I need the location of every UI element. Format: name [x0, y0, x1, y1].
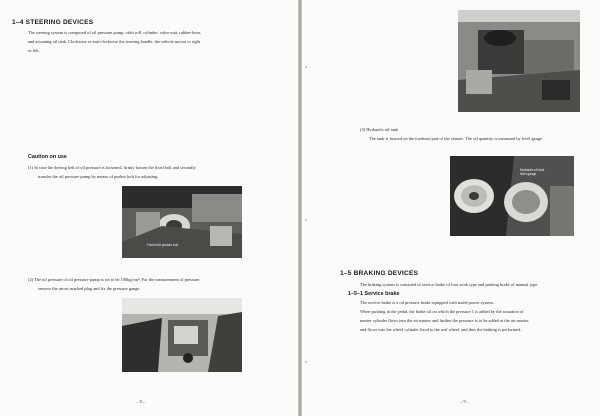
page-number-right: – 9 –: [460, 399, 470, 404]
steering-intro-line-3: or left.: [28, 48, 40, 53]
binding-hole: [305, 66, 307, 68]
caution-item-1-line-2: transfer the oil pressure pump by means of pushes bolt for adjusting.: [38, 174, 159, 179]
caution-item-2-line-2: remove the arrow marked plug and fix the pressure gauge.: [38, 286, 141, 291]
service-brake-heading: 1–5–1 Service brake: [348, 291, 400, 297]
caution-item-2-line-1: (2) The oil pressure of oil pressure pump is set to be 100kg/cm². For the measurement of pressure,: [28, 277, 201, 282]
braking-devices-heading: 1–5 BRAKING DEVICES: [340, 270, 419, 277]
binding-hole: [305, 361, 307, 363]
service-brake-line-3: master cylinder flows into the air master and further the pressure is to be added at the air master,: [360, 318, 530, 323]
caution-item-1-line-1: (1) In case the driving belt of oil pressure is loosened, firmly loosen the fixed bolt and secondly: [28, 165, 196, 170]
page-number-left: – 8 –: [136, 399, 146, 404]
level-gauge-caption: level gauge: [520, 172, 537, 176]
service-brake-line-1: The service brake is a oil pressure brake equipped with multi-power system.: [360, 300, 494, 305]
steering-intro-line-1: The steering system is composed of oil pressure pump, orbit roll, cylinder, valve unit, rubber-hose,: [28, 30, 202, 35]
left-page: [0, 0, 298, 416]
hydraulic-oil-tank-caption: Hydraulic oil tank: [520, 168, 545, 172]
braking-intro-text: The braking system is consisted of service brake of foot work type and parking brake of manual type.: [360, 282, 539, 287]
caution-heading: Caution on use: [28, 154, 67, 160]
level-gauge-photo: [450, 156, 574, 236]
hydraulic-tank-heading: (3) Hydraulic oil tank: [360, 127, 399, 132]
fixed-bolt-caption: Fixed bolt pushes bolt: [147, 243, 179, 247]
service-brake-line-2: When pushing in the pedal, the brake oil on which the pressure 1 is added by the actuation of: [360, 309, 524, 314]
hydraulic-tank-text: The tank is housed on the forehead part of the chassis. The oil quantity is measured by level gauge.: [369, 136, 544, 141]
binding-hole: [305, 219, 307, 221]
pressure-plug-photo: [122, 298, 242, 372]
steering-devices-heading: 1–4 STEERING DEVICES: [12, 19, 94, 26]
hydraulic-tank-photo: [458, 10, 580, 112]
right-page: [302, 0, 600, 416]
belt-adjustment-photo: [122, 186, 242, 258]
steering-intro-line-2: and actuating oil tank. Clockwise or anti-clockwise the steering handle, the vehicle moves to right: [28, 39, 201, 44]
service-brake-line-4: and flows into the wheel cylinder fixed to the real wheel, and thus the braking is performed.: [360, 327, 522, 332]
